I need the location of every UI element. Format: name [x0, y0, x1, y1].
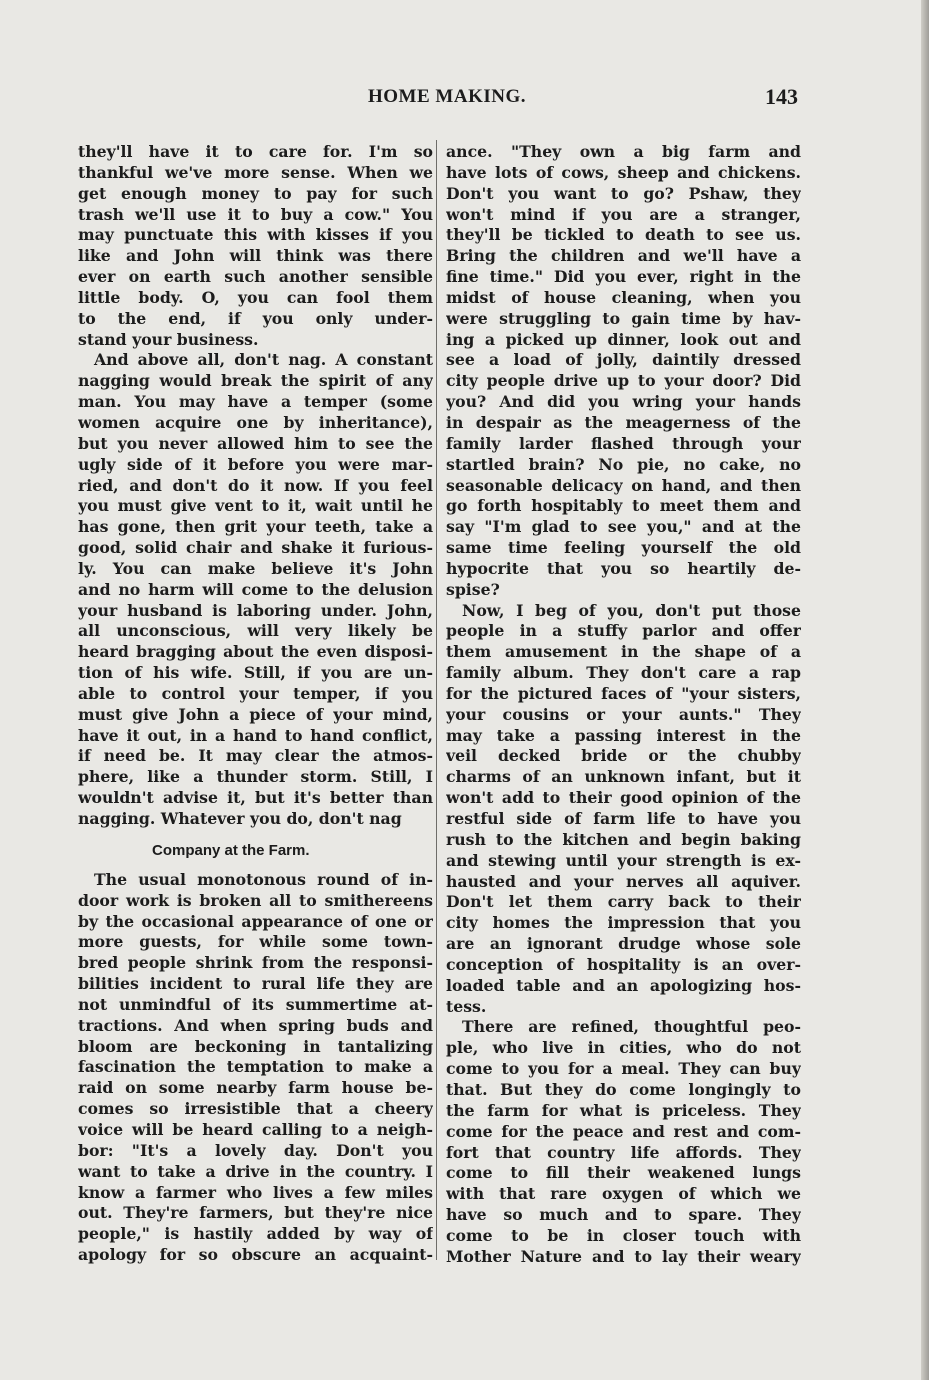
text-line: ing a picked up dinner, look out and [446, 329, 801, 349]
text-line: able to control your temper, if you [78, 683, 433, 703]
text-line: people in a stuffy parlor and offer [446, 621, 801, 641]
text-line: by the occasional appearance of one or [78, 911, 433, 931]
text-line: that. But they do come longingly to [446, 1079, 801, 1099]
text-line: have so much and to spare. They [446, 1205, 801, 1225]
text-line: nagging. Whatever you do, don't nag [78, 809, 402, 828]
text-line: with that rare oxygen of which we [446, 1184, 801, 1204]
text-line: all unconscious, will very likely be [78, 621, 433, 641]
text-line: get enough money to pay for such [78, 183, 433, 203]
text-line: charms of an unknown infant, but it [446, 767, 801, 787]
text-line: conception of hospitality is an over- [446, 954, 801, 974]
text-line: come for the peace and rest and com- [446, 1121, 801, 1141]
text-line: trash we'll use it to buy a cow." You [78, 204, 433, 224]
text-line: spise? [446, 579, 500, 599]
text-line: city people drive up to your door? Did [446, 371, 801, 391]
text-line: are an ignorant drudge whose sole [446, 934, 801, 954]
text-line: ever on earth such another sensible [78, 267, 433, 287]
text-line: ried, and don't do it now. If you feel [78, 475, 433, 495]
text-line: must give John a piece of your mind, [78, 704, 433, 724]
page-edge [921, 0, 929, 1380]
column-divider [436, 140, 437, 1260]
paragraph [78, 870, 433, 1266]
text-line: your husband is laboring under. John, [78, 600, 433, 620]
text-line: they'll have it to care for. I'm so [78, 142, 433, 161]
text-line: bor: "It's a lovely day. Don't you [78, 1140, 433, 1160]
text-line: know a farmer who lives a few miles [78, 1182, 433, 1202]
text-line: good, solid chair and shake it furious- [78, 538, 433, 558]
text-line: has gone, then grit your teeth, take a [78, 517, 433, 537]
text-line: The usual monotonous round of in- [94, 869, 433, 889]
text-line: to the end, if you only under- [78, 308, 433, 328]
text-line: and stewing until your strength is ex- [446, 850, 801, 870]
text-line: bilities incident to rural life they are [78, 974, 433, 994]
text-line: say "I'm glad to see you," and at the [446, 517, 801, 537]
text-line: veil decked bride or the chubby [446, 746, 801, 766]
text-line: ugly side of it before you were mar- [78, 454, 433, 474]
text-line: apology for so obscure an acquaint- [78, 1245, 433, 1265]
text-line: heard bragging about the even disposi- [78, 642, 433, 662]
text-line: ple, who live in cities, who do not [446, 1038, 801, 1058]
paragraph [446, 142, 801, 601]
text-line: hausted and your nerves all aquiver. [446, 871, 801, 891]
text-line: little body. O, you can fool them [78, 287, 433, 307]
text-line: Don't you want to go? Pshaw, they [446, 183, 801, 203]
text-line: stand your business. [78, 329, 259, 349]
text-line: but you never allowed him to see the [78, 433, 433, 453]
text-line: tractions. And when spring buds and [78, 1015, 433, 1035]
text-line: come to fill their weakened lungs [446, 1163, 801, 1183]
text-line: bred people shrink from the responsi- [78, 953, 433, 973]
text-line: won't add to their good opinion of the [446, 788, 801, 808]
text-line: wouldn't advise it, but it's better than [78, 788, 433, 808]
text-line: And above all, don't nag. A constant [94, 350, 433, 370]
text-line: may punctuate this with kisses if you [78, 225, 433, 245]
text-line: startled brain? No pie, no cake, no [446, 454, 801, 474]
text-line: man. You may have a temper (some [78, 392, 433, 412]
text-line: loaded table and an apologizing hos- [446, 975, 801, 995]
text-line: go forth hospitably to meet them and [446, 496, 801, 516]
text-line: tion of his wife. Still, if you are un- [78, 663, 433, 683]
text-line: voice will be heard calling to a neigh- [78, 1119, 433, 1139]
text-line: won't mind if you are a stranger, [446, 204, 801, 224]
text-line: come to you for a meal. They can buy [446, 1059, 801, 1079]
text-line: ance. "They own a big farm and [446, 142, 801, 161]
text-line: nagging would break the spirit of any [78, 371, 433, 391]
text-line: Don't let them carry back to their [446, 892, 801, 912]
text-line: seasonable delicacy on hand, and then [446, 475, 801, 495]
text-line: your cousins or your aunts." They [446, 704, 801, 724]
text-line: ly. You can make believe it's John [78, 558, 433, 578]
text-line: rush to the kitchen and begin baking [446, 829, 801, 849]
page-number: 143 [765, 84, 798, 109]
text-line: hypocrite that you so heartily de- [446, 558, 801, 578]
paragraph [78, 350, 433, 829]
text-line: Now, I beg of you, don't put those [462, 600, 801, 620]
text-line: them amusement in the shape of a [446, 642, 801, 662]
paragraph [446, 601, 801, 1018]
text-line: restful side of farm life to have you [446, 809, 801, 828]
text-line: the farm for what is priceless. They [446, 1100, 801, 1120]
text-line: they'll be tickled to death to see us. [446, 225, 801, 245]
text-line: thankful we've more sense. When we [78, 162, 433, 182]
text-line: Bring the children and we'll have a [446, 246, 801, 266]
paragraph [446, 1017, 801, 1267]
text-line: city homes the impression that you [446, 913, 801, 933]
running-title: HOME MAKING. [368, 86, 526, 107]
text-line: out. They're farmers, but they're nice [78, 1203, 433, 1223]
text-line: fort that country life affords. They [446, 1142, 801, 1162]
text-line: Mother Nature and to lay their weary [446, 1246, 801, 1266]
text-line: midst of house cleaning, when you [446, 287, 801, 307]
paragraph [78, 142, 433, 350]
text-line: comes so irresistible that a cheery [78, 1099, 433, 1119]
running-head [78, 86, 798, 116]
text-line: in despair as the meagerness of the [446, 412, 801, 432]
text-line: fine time." Did you ever, right in the [446, 267, 801, 287]
text-line: may take a passing interest in the [446, 725, 801, 745]
text-line: have it out, in a hand to hand conflict, [78, 725, 433, 745]
text-line: come to be in closer touch with [446, 1225, 801, 1245]
text-line: and no harm will come to the delusion [78, 579, 433, 599]
text-line: you? And did you wring your hands [446, 392, 801, 412]
text-line: door work is broken all to smithereens [78, 890, 433, 910]
text-line: see a load of jolly, daintily dressed [446, 350, 801, 370]
right-column [446, 142, 801, 1268]
text-line: want to take a drive in the country. I [78, 1161, 433, 1181]
text-line: have lots of cows, sheep and chickens. [446, 162, 801, 182]
text-line: were struggling to gain time by hav- [446, 308, 801, 328]
text-line: for the pictured faces of "your sisters, [446, 683, 801, 703]
text-line: more guests, for while some town- [78, 932, 433, 952]
text-line: women acquire one by inheritance), [78, 412, 433, 432]
text-line: bloom are beckoning in tantalizing [78, 1036, 433, 1056]
text-line: same time feeling yourself the old [446, 538, 801, 558]
text-line: fascination the temptation to make a [78, 1057, 433, 1077]
text-line: family larder flashed through your [446, 433, 801, 453]
left-column [78, 142, 433, 1266]
text-line: raid on some nearby farm house be- [78, 1078, 433, 1098]
text-line: if need be. It may clear the atmos- [78, 746, 433, 766]
text-line: you must give vent to it, wait until he [78, 496, 433, 516]
text-line: There are refined, thoughtful peo- [462, 1017, 801, 1037]
text-line: phere, like a thunder storm. Still, I [78, 767, 433, 787]
section-heading: Company at the Farm. [152, 841, 310, 859]
text-line: people," is hastily added by way of [78, 1224, 433, 1244]
text-line: like and John will think was there [78, 246, 433, 266]
text-line: family album. They don't care a rap [446, 663, 801, 683]
text-line: tess. [446, 996, 487, 1016]
text-line: not unmindful of its summertime at- [78, 994, 433, 1014]
